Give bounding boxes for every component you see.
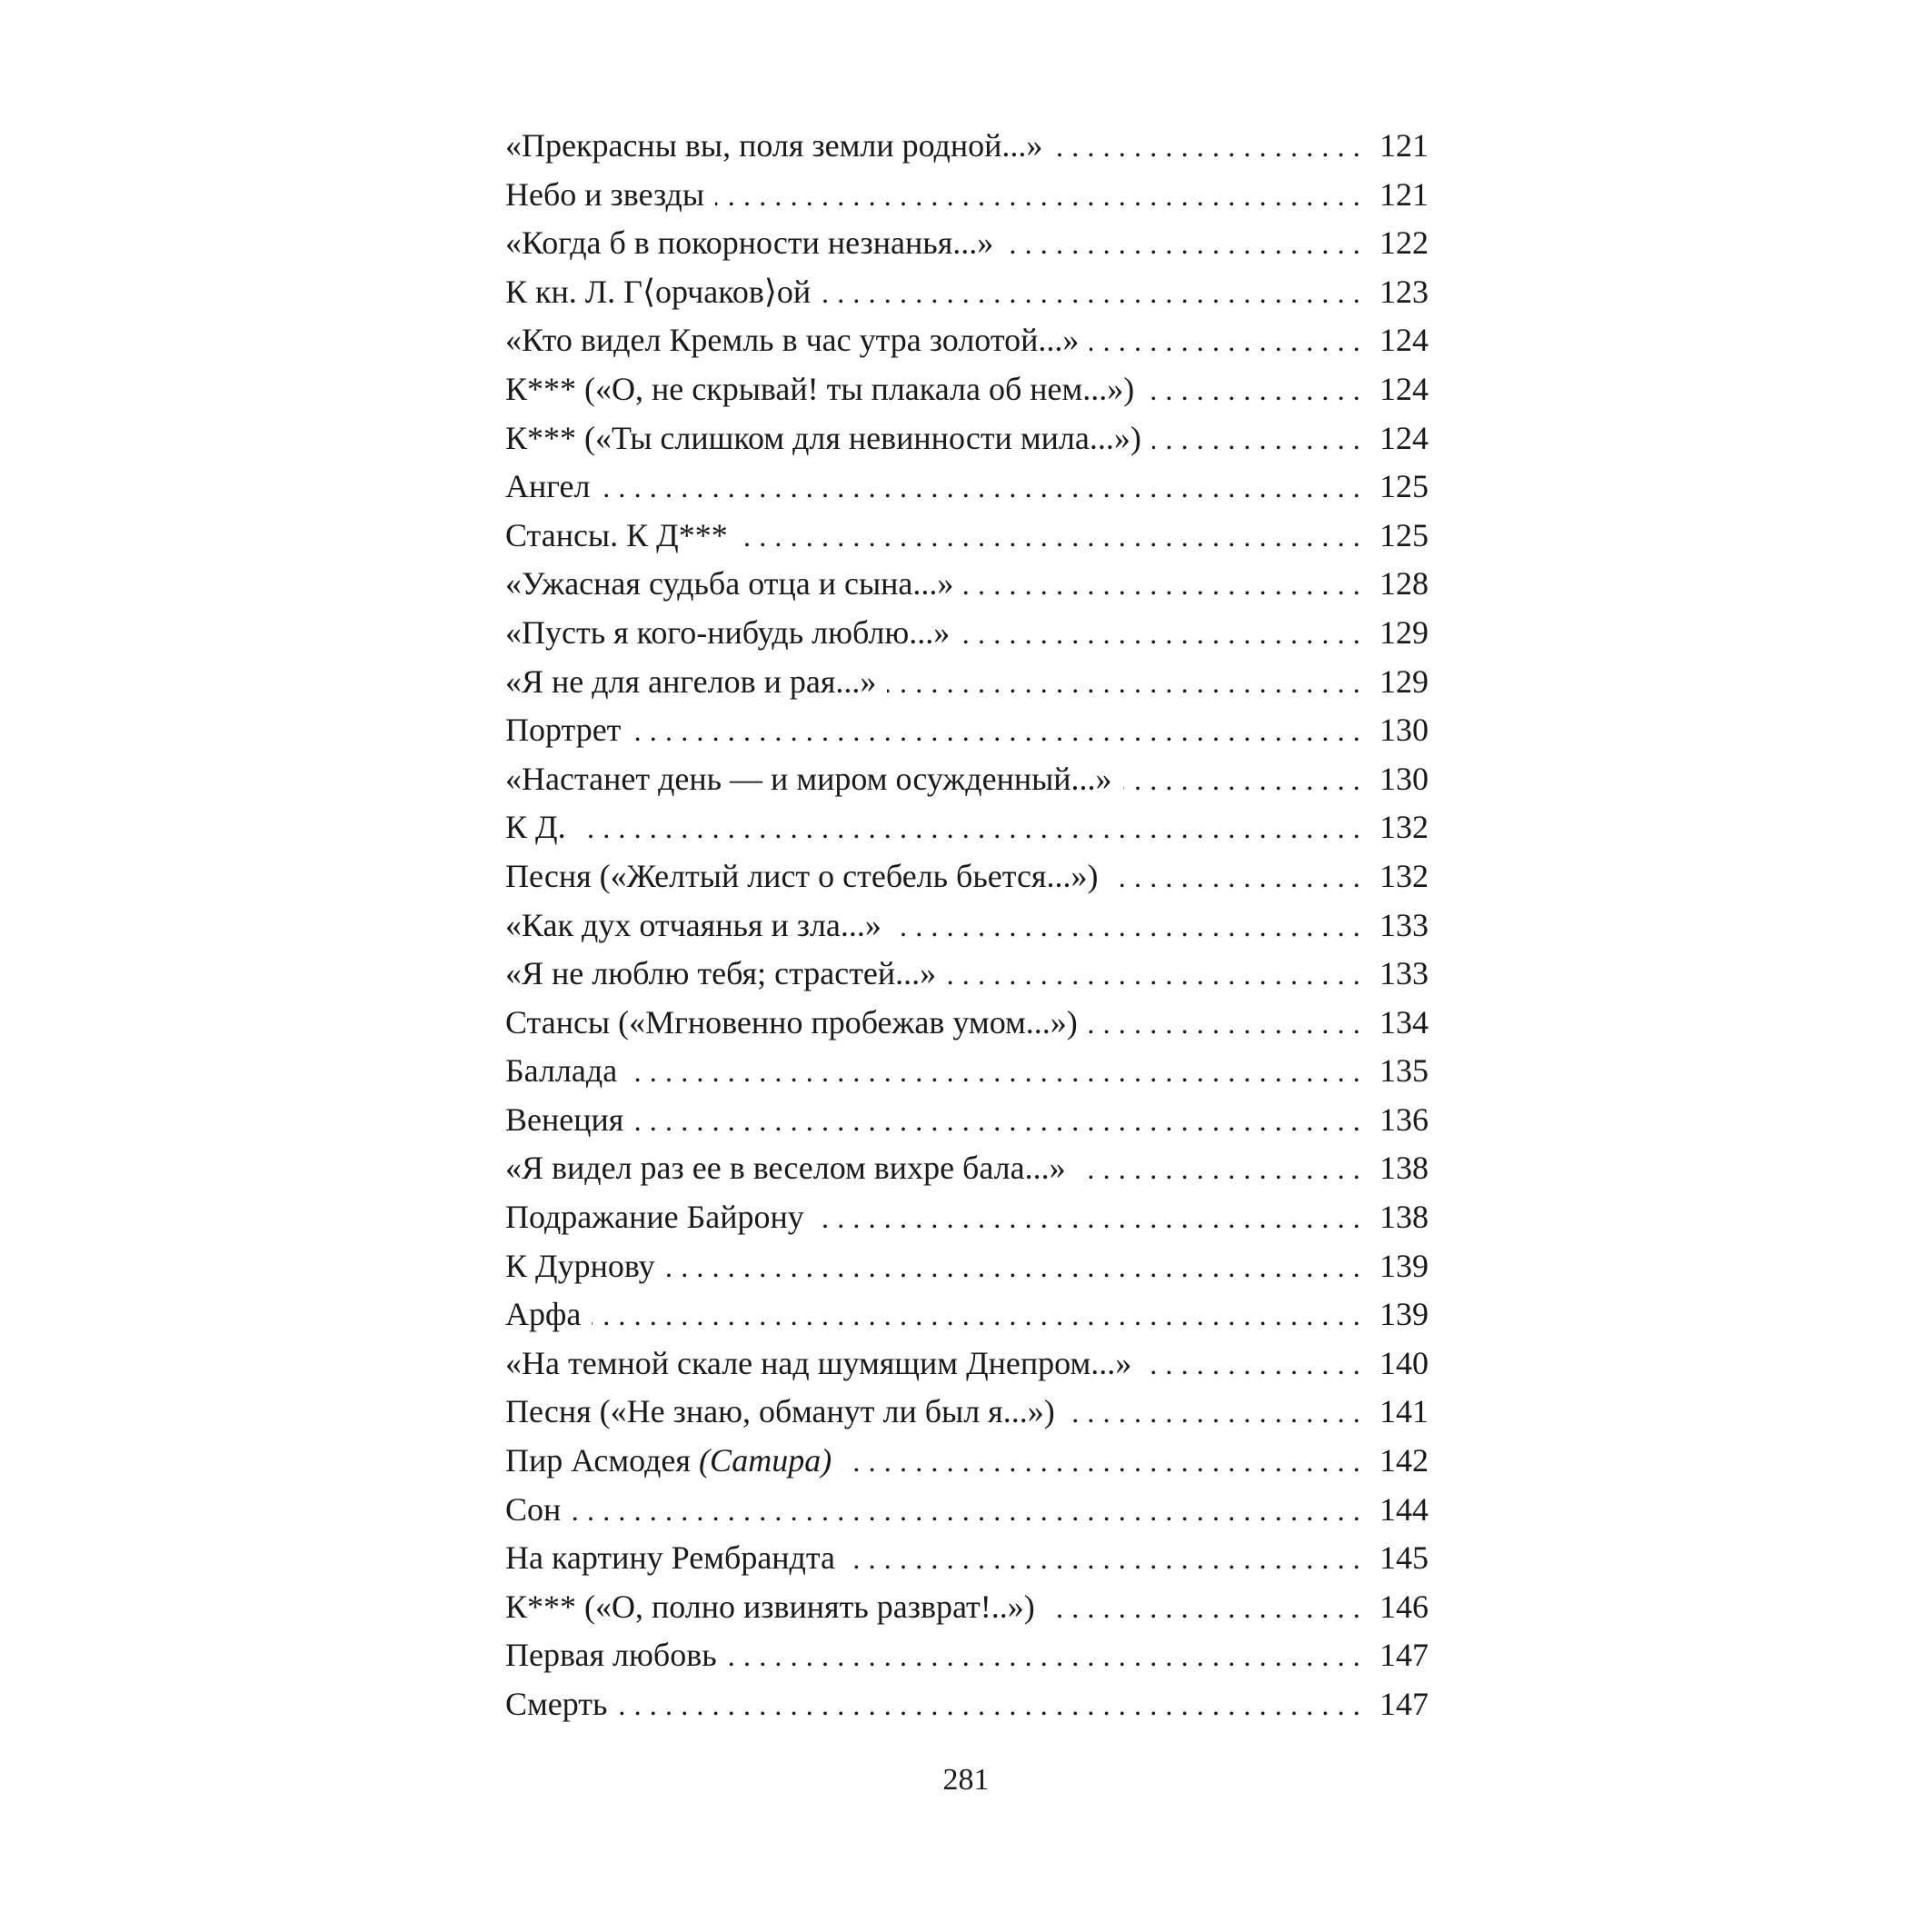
toc-entry bbox=[505, 755, 1429, 804]
toc-dot-leader bbox=[887, 659, 1369, 707]
toc-dot-leader bbox=[592, 1291, 1369, 1339]
toc-entry-title-group bbox=[505, 1437, 842, 1486]
toc-entry bbox=[505, 1437, 1429, 1486]
toc-entry bbox=[505, 1339, 1429, 1389]
toc-entry bbox=[505, 122, 1429, 171]
toc-entry-title: Песня («Не знаю, обманут ли был я...») bbox=[505, 1393, 1055, 1430]
toc-entry bbox=[505, 316, 1429, 365]
toc-dot-leader bbox=[572, 1487, 1369, 1535]
toc-entry-page: 147 bbox=[1379, 1637, 1429, 1674]
toc-entry-page: 132 bbox=[1379, 857, 1429, 894]
toc-entry-page: 136 bbox=[1379, 1100, 1429, 1138]
toc-entry-title: Пир Асмодея bbox=[505, 1442, 691, 1479]
toc-entry bbox=[505, 1680, 1429, 1729]
toc-entry-page: 135 bbox=[1379, 1052, 1429, 1090]
toc-entry bbox=[505, 852, 1429, 901]
toc-dot-leader bbox=[1090, 317, 1369, 365]
toc-dot-leader bbox=[1089, 1000, 1369, 1048]
toc-entry-page: 146 bbox=[1379, 1588, 1429, 1625]
toc-dot-leader bbox=[961, 610, 1369, 658]
toc-dot-leader bbox=[632, 707, 1369, 755]
toc-entry bbox=[505, 901, 1429, 951]
toc-dot-leader bbox=[715, 172, 1369, 220]
toc-entry-title: «Настанет день — и миром осужденный...» bbox=[505, 760, 1112, 797]
toc-entry bbox=[505, 463, 1429, 512]
toc-entry-page: 141 bbox=[1379, 1393, 1429, 1430]
toc-entry-title: На картину Рембрандта bbox=[505, 1539, 836, 1577]
toc-dot-leader bbox=[1004, 220, 1369, 268]
toc-entry-title: «Я видел раз ее в веселом вихре бала...» bbox=[505, 1150, 1066, 1187]
toc-dot-leader bbox=[815, 1194, 1369, 1242]
toc-dot-leader bbox=[618, 1681, 1369, 1729]
toc-entry-page: 124 bbox=[1379, 322, 1429, 359]
toc-entry-page: 144 bbox=[1379, 1490, 1429, 1528]
toc-entry-title: К Д. bbox=[505, 809, 566, 846]
toc-entry-title: Баллада bbox=[505, 1052, 618, 1090]
toc-entry-page: 140 bbox=[1379, 1344, 1429, 1381]
toc-entry-title: «Ужасная судьба отца и сына...» bbox=[505, 565, 954, 603]
toc-entry-title: Ангел bbox=[505, 468, 591, 505]
toc-entry-title: «Как дух отчаянья и зла...» bbox=[505, 906, 881, 943]
toc-entry bbox=[505, 560, 1429, 609]
toc-entry-page: 128 bbox=[1379, 565, 1429, 603]
toc-entry-page: 139 bbox=[1379, 1247, 1429, 1284]
toc-entry-page: 121 bbox=[1379, 127, 1429, 164]
toc-entry bbox=[505, 706, 1429, 755]
toc-dot-leader bbox=[822, 269, 1369, 317]
toc-entry bbox=[505, 365, 1429, 414]
toc-entry-title: Небо и звезды bbox=[505, 175, 705, 213]
toc-entry-page: 138 bbox=[1379, 1199, 1429, 1236]
toc-entry-page: 134 bbox=[1379, 1003, 1429, 1041]
toc-dot-leader bbox=[1145, 366, 1369, 414]
toc-dot-leader bbox=[842, 1438, 1369, 1486]
toc-entry bbox=[505, 171, 1429, 220]
toc-entry bbox=[505, 268, 1429, 317]
toc-entry-page: 138 bbox=[1379, 1150, 1429, 1187]
toc-entry-title: «Прекрасны вы, поля земли родной...» bbox=[505, 127, 1043, 164]
toc-entry bbox=[505, 1096, 1429, 1145]
toc-dot-leader bbox=[728, 1632, 1369, 1680]
toc-entry-title: К*** («О, не скрывай! ты плакала об нем...») bbox=[505, 370, 1135, 407]
toc-entry-title: Арфа bbox=[505, 1296, 582, 1333]
toc-entry-title: «Я не люблю тебя; страстей...» bbox=[505, 955, 937, 992]
toc-entry-title: Первая любовь bbox=[505, 1637, 717, 1674]
toc-entry-page: 123 bbox=[1379, 273, 1429, 310]
toc-entry-page: 145 bbox=[1379, 1539, 1429, 1577]
toc-entry-title: Стансы. К Д*** bbox=[505, 516, 728, 553]
toc-entry bbox=[505, 1486, 1429, 1535]
toc-entry bbox=[505, 1242, 1429, 1291]
toc-entry-title: Песня («Желтый лист о стебель бьется...») bbox=[505, 857, 1099, 894]
toc-entry-title: «Я не для ангелов и рая...» bbox=[505, 662, 877, 700]
toc-entry-page: 124 bbox=[1379, 419, 1429, 456]
toc-entry bbox=[505, 1534, 1429, 1583]
toc-entry-page: 125 bbox=[1379, 516, 1429, 553]
toc-entry-title: К Дурнову bbox=[505, 1247, 655, 1284]
toc-entry-page: 125 bbox=[1379, 468, 1429, 505]
toc-entry-title: Стансы («Мгновенно пробежав умом...») bbox=[505, 1003, 1078, 1041]
toc-dot-leader bbox=[634, 1097, 1369, 1145]
table-of-contents bbox=[505, 122, 1429, 1729]
toc-entry-title: Подражание Байрону bbox=[505, 1199, 804, 1236]
toc-dot-leader bbox=[602, 463, 1369, 512]
toc-dot-leader bbox=[1077, 1145, 1369, 1193]
toc-entry bbox=[505, 803, 1429, 852]
toc-dot-leader bbox=[1123, 756, 1369, 804]
toc-entry-title: «Кто видел Кремль в час утра золотой...» bbox=[505, 322, 1080, 359]
toc-dot-leader bbox=[846, 1535, 1369, 1583]
toc-entry-title: К*** («О, полно извинять разврат!..») bbox=[505, 1588, 1035, 1625]
toc-entry-page: 133 bbox=[1379, 955, 1429, 992]
toc-entry bbox=[505, 1144, 1429, 1193]
toc-entry-page: 129 bbox=[1379, 613, 1429, 651]
toc-dot-leader bbox=[1109, 853, 1369, 901]
toc-dot-leader bbox=[1152, 415, 1369, 463]
toc-entry-title: Сон bbox=[505, 1490, 562, 1528]
toc-entry-page: 124 bbox=[1379, 370, 1429, 407]
toc-entry bbox=[505, 219, 1429, 268]
toc-entry bbox=[505, 658, 1429, 707]
toc-dot-leader bbox=[892, 902, 1369, 951]
toc-dot-leader bbox=[666, 1243, 1369, 1291]
toc-entry-title: К кн. Л. Г⟨орчаков⟩ой bbox=[505, 273, 812, 310]
toc-entry bbox=[505, 1388, 1429, 1437]
toc-entry bbox=[505, 512, 1429, 561]
toc-entry-page: 130 bbox=[1379, 712, 1429, 749]
page-number: 281 bbox=[942, 1763, 990, 1797]
toc-entry bbox=[505, 414, 1429, 463]
toc-entry bbox=[505, 1290, 1429, 1339]
toc-dot-leader bbox=[1066, 1389, 1369, 1437]
toc-dot-leader bbox=[739, 513, 1369, 561]
toc-entry bbox=[505, 950, 1429, 999]
toc-entry-title: «Пусть я кого-нибудь люблю...» bbox=[505, 613, 951, 651]
toc-entry bbox=[505, 1193, 1429, 1242]
toc-entry-title-italic: (Сатира) bbox=[698, 1442, 832, 1479]
toc-entry-page: 147 bbox=[1379, 1686, 1429, 1722]
toc-entry-title: Венеция bbox=[505, 1100, 624, 1138]
toc-entry-title: «На темной скале над шумящим Днепром...» bbox=[505, 1344, 1132, 1381]
toc-entry-page: 132 bbox=[1379, 809, 1429, 846]
toc-entry-title: Портрет bbox=[505, 712, 622, 749]
toc-entry bbox=[505, 609, 1429, 658]
toc-entry-page: 129 bbox=[1379, 662, 1429, 700]
toc-entry bbox=[505, 1047, 1429, 1096]
toc-dot-leader bbox=[628, 1048, 1369, 1096]
toc-dot-leader bbox=[1046, 1584, 1369, 1632]
toc-entry bbox=[505, 999, 1429, 1048]
toc-entry-title: Смерть bbox=[505, 1686, 608, 1722]
toc-entry-page: 130 bbox=[1379, 760, 1429, 797]
toc-entry-page: 142 bbox=[1379, 1442, 1429, 1479]
toc-entry-page: 121 bbox=[1379, 175, 1429, 213]
toc-entry-title: К*** («Ты слишком для невинности мила...») bbox=[505, 419, 1141, 456]
toc-entry-page: 122 bbox=[1379, 224, 1429, 262]
toc-dot-leader bbox=[1053, 123, 1369, 171]
toc-dot-leader bbox=[964, 561, 1369, 609]
toc-entry-title: «Когда б в покорности незнанья...» bbox=[505, 224, 994, 262]
toc-dot-leader bbox=[1142, 1340, 1369, 1389]
toc-dot-leader bbox=[947, 951, 1369, 999]
toc-entry bbox=[505, 1583, 1429, 1632]
toc-dot-leader bbox=[577, 804, 1369, 852]
toc-entry-page: 139 bbox=[1379, 1296, 1429, 1333]
toc-entry-page: 133 bbox=[1379, 906, 1429, 943]
toc-entry bbox=[505, 1631, 1429, 1680]
